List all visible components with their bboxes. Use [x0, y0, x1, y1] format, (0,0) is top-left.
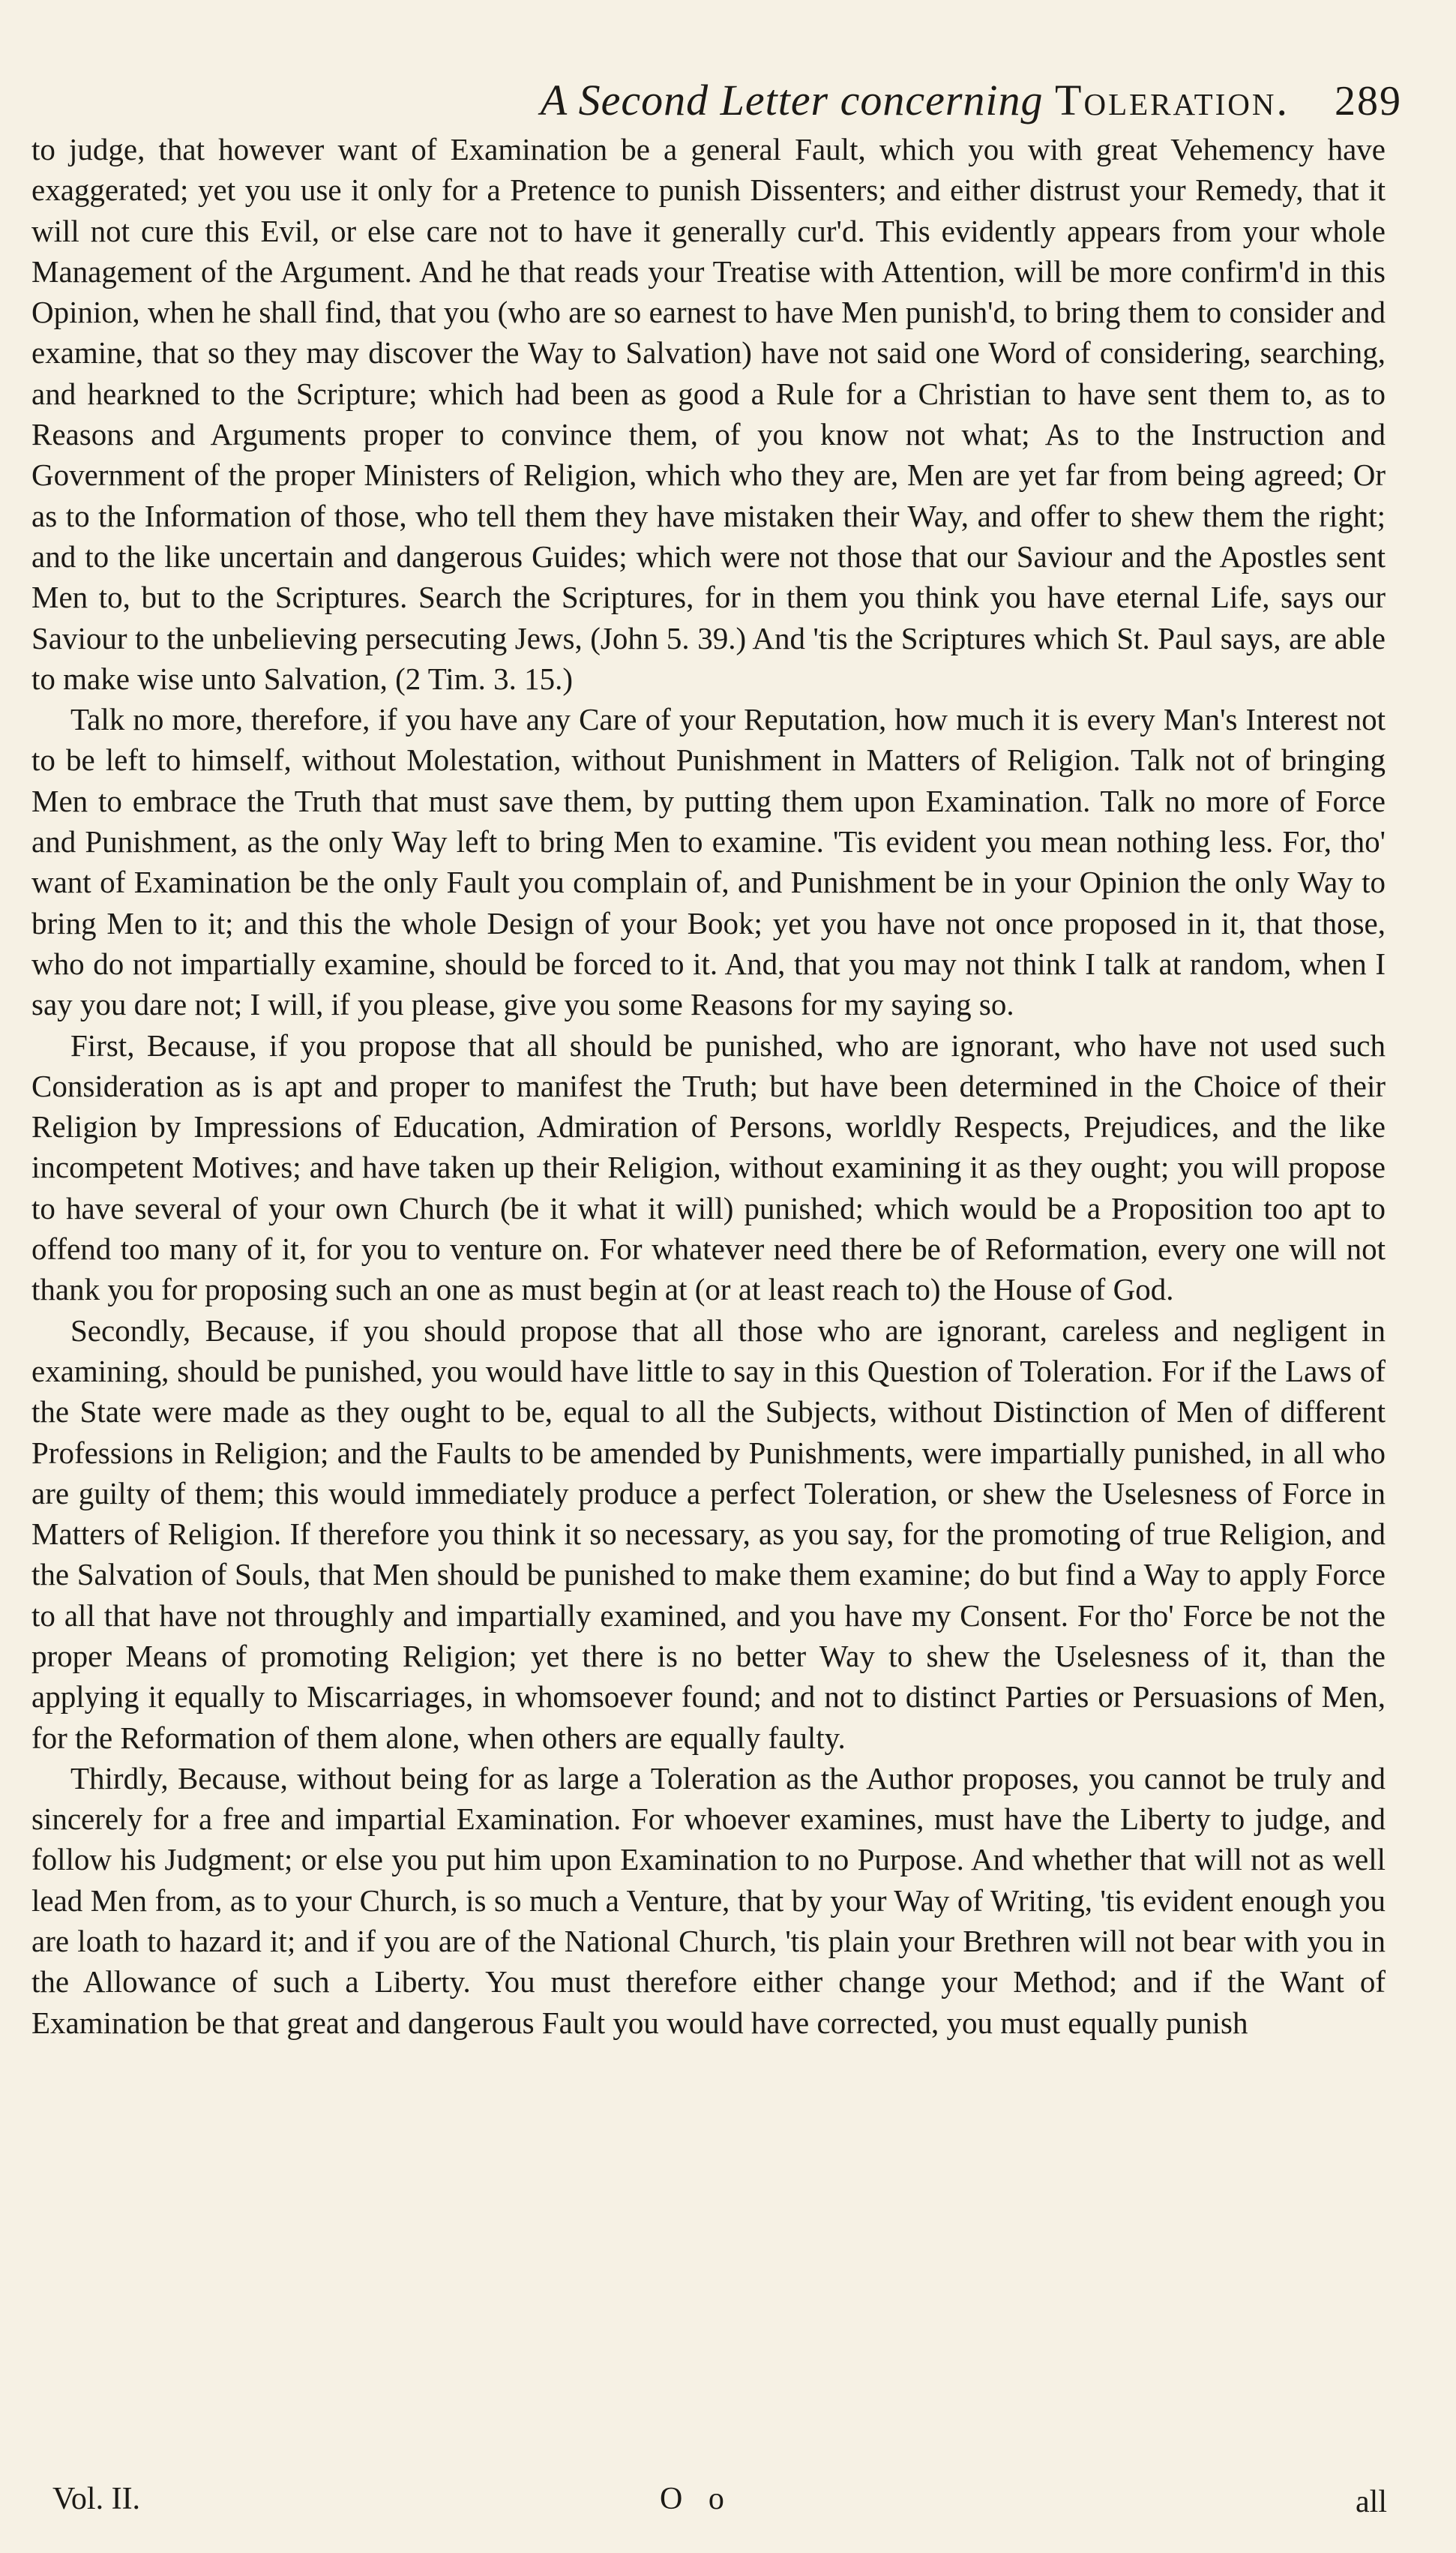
- running-title: [541, 75, 1290, 125]
- paragraph-continuation: to judge, that however want of Examination be a general Fault, which you with great Vehemency have exaggerated; yet you use it only for a Pretence to punish Dissenters; and either distrust your Remedy, that it will not cure this Evil, or else care not to have it generally cur'd. This evidently appears from your whole Management of the Argument. And he that reads your Treatise with Attention, will be more confirm'd in this Opinion, when he shall find, that you (who are so earnest to have Men punish'd, to bring them to consider and examine, that so they may discover the Way to Salvation) have not said one Word of considering, searching, and hearkned to the Scripture; which had been as good a Rule for a Christian to have sent them to, as to Reasons and Arguments proper to convince them, of you know not what; As to the Instruction and Government of the proper Ministers of Religion, which who they are, Men are yet far from being agreed; Or as to the Information of those, who tell them they have mistaken their Way, and offer to shew them the right; and to the like uncertain and dangerous Guides; which were not those that our Saviour and the Apostles sent Men to, but to the Scriptures. Search the Scriptures, for in them you think you have eternal Life, says our Saviour to the unbelieving persecuting Jews, (John 5. 39.) And 'tis the Scriptures which St. Paul says, are able to make wise unto Salvation, (2 Tim. 3. 15.): [31, 132, 1386, 696]
- signature-mark: O o: [660, 2482, 733, 2516]
- paragraph-first: First, Because, if you propose that all should be punished, who are ignorant, who have not used such Consideration as is apt and proper to manifest the Truth; but have been determined in the Choice of their Religion by Impressions of Education, Admiration of Persons, worldly Respects, Prejudices, and the like incompetent Motives; and have taken up their Religion, without examining it as they ought; you will propose to have several of your own Church (be it what it will) punished; which would be a Proposition too apt to offend too many of it, for you to venture on. For whatever need there be of Reformation, every one will not thank you for proposing such an one as must begin at (or at least reach to) the House of God.: [31, 1028, 1386, 1307]
- catchword: all: [1356, 2485, 1387, 2519]
- running-title-caps: Toleration.: [1055, 76, 1290, 124]
- running-title-italic: A Second Letter concerning: [540, 76, 1044, 124]
- page-footer: [52, 2481, 1387, 2526]
- paragraph-talk-no-more: Talk no more, therefore, if you have any Care of your Reputation, how much it is every Man's Interest not to be left to himself, without Molestation, without Punishment in Matters of Religion. Talk not of bringing Men to embrace the Truth that must save them, by putting them upon Examination. Talk no more of Force and Punishment, as the only Way left to bring Men to examine. 'Tis evident you mean nothing less. For, tho' want of Examination be the only Fault you complain of, and Punishment be in your Opinion the only Way to bring Men to it; and this the whole Design of your Book; yet you have not once proposed in it, that those, who do not impartially examine, should be forced to it. And, that you may not think I talk at random, when I say you dare not; I will, if you please, give you some Reasons for my saying so.: [31, 702, 1386, 1022]
- volume-label: Vol. II.: [52, 2482, 141, 2516]
- paragraph-secondly: Secondly, Because, if you should propose that all those who are ignorant, careless and negligent in examining, should be punished, you would have little to say in this Question of Toleration. For if the Laws of the State were made as they ought to be, equal to all the Subjects, without Distinction of Men of different Professions in Religion; and the Faults to be amended by Punishments, were impartially punished, in all who are guilty of them; this would immediately produce a perfect Toleration, or shew the Uselesness of Force in Matters of Religion. If therefore you think it so necessary, as you say, for the promoting of true Religion, and the Salvation of Souls, that Men should be punished to make them examine; do but find a Way to apply Force to all that have not throughly and impartially examined, and you have my Consent. For tho' Force be not the proper Means of promoting Religion; yet there is no better Way to shew the Uselesness of it, than the applying it equally to Miscarriages, in whomsoever found; and not to distinct Parties or Persuasions of Men, for the Reformation of them alone, when others are equally faulty.: [31, 1312, 1386, 1755]
- body-text: [31, 129, 1386, 2043]
- paragraph-thirdly: Thirdly, Because, without being for as large a Toleration as the Author proposes, you cannot be truly and sincerely for a free and impartial Examination. For whoever examines, must have the Liberty to judge, and follow his Judgment; or else you put him upon Examination to no Purpose. And whether that will not as well lead Men from, as to your Church, is so much a Venture, that by your Way of Writing, 'tis evident enough you are loath to hazard it; and if you are of the National Church, 'tis plain your Brethren will not bear with you in the Allowance of such a Liberty. You must therefore either change your Method; and if the Want of Examination be that great and dangerous Fault you would have corrected, you must equally punish: [31, 1760, 1386, 2040]
- page-header: [30, 75, 1402, 125]
- page-number: 289: [1335, 78, 1402, 124]
